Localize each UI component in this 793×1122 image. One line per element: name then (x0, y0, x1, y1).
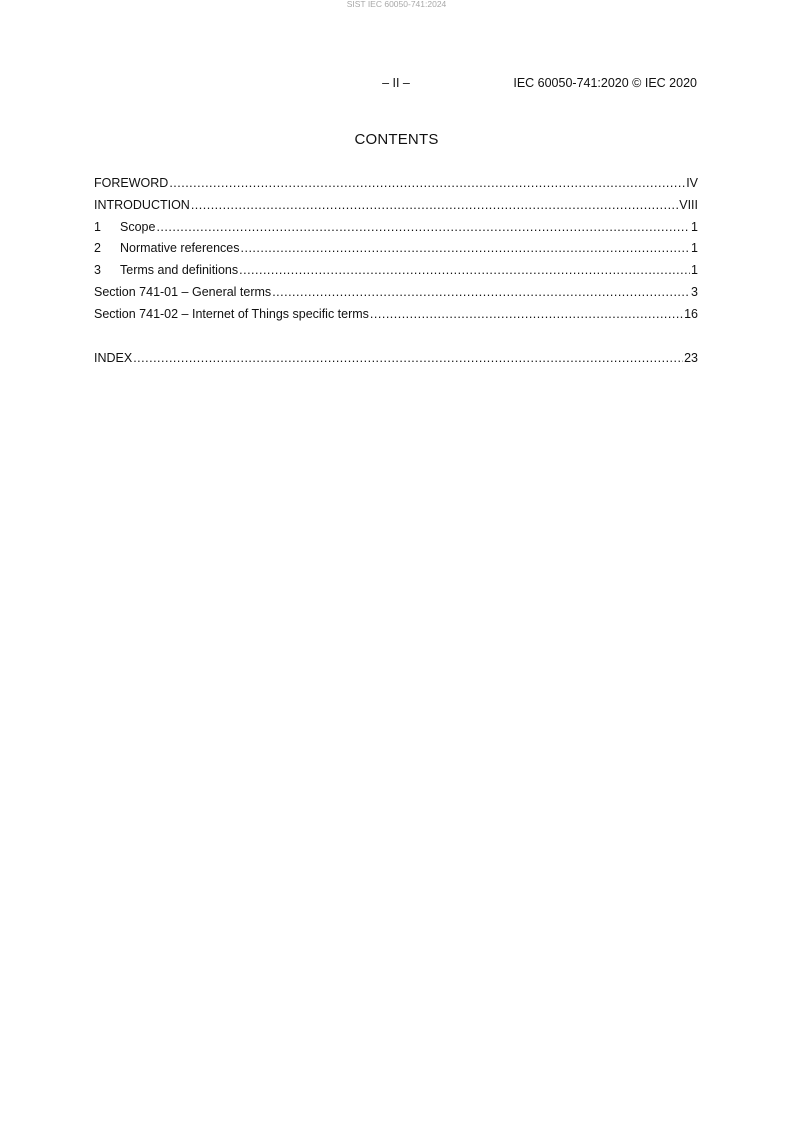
toc-entry-section-741-02[interactable] (94, 307, 698, 329)
dot-leader (370, 307, 683, 321)
document-reference: IEC 60050-741:2020 © IEC 2020 (513, 76, 697, 90)
toc-entry-index[interactable] (94, 351, 698, 373)
toc-entry-label: Section 741-02 – Internet of Things specific terms (94, 306, 369, 321)
toc-entry-terms-definitions[interactable] (94, 263, 698, 285)
dot-leader (191, 198, 678, 212)
toc-entry-page: 1 (691, 263, 698, 278)
page-number: – II – (382, 76, 410, 90)
toc-entry-page: VIII (679, 197, 698, 212)
watermark: SIST IEC 60050-741:2024 (346, 0, 447, 9)
toc-entry-number: 2 (94, 241, 101, 256)
toc-entry-page: 16 (684, 306, 698, 321)
toc-entry-page: 1 (691, 219, 698, 234)
toc-entry-number: 1 (94, 219, 101, 234)
table-of-contents (94, 176, 698, 372)
toc-entry-page: IV (686, 176, 698, 190)
toc-entry-section-741-01[interactable] (94, 285, 698, 307)
toc-entry-label: Scope (120, 219, 156, 234)
toc-entry-scope[interactable] (94, 220, 698, 242)
dot-leader (241, 241, 691, 255)
toc-entry-foreword[interactable] (94, 176, 698, 198)
toc-entry-label: INDEX (94, 350, 133, 365)
toc-entry-label: Terms and definitions (120, 263, 239, 278)
toc-entry-label: FOREWORD (94, 176, 169, 190)
toc-entry-label: Normative references (120, 241, 240, 256)
dot-leader (169, 176, 685, 190)
dot-leader (133, 351, 683, 365)
dot-leader (272, 285, 690, 299)
toc-entry-introduction[interactable] (94, 198, 698, 220)
toc-entry-page: 1 (691, 241, 698, 256)
toc-entry-label: INTRODUCTION (94, 197, 190, 212)
toc-entry-normative-references[interactable] (94, 241, 698, 263)
toc-entry-page: 23 (684, 350, 698, 365)
toc-entry-label: Section 741-01 – General terms (94, 284, 272, 299)
dot-leader (239, 263, 690, 277)
toc-entry-number: 3 (94, 263, 101, 278)
dot-leader (156, 220, 690, 234)
toc-entry-page: 3 (691, 284, 698, 299)
page-title: CONTENTS (354, 131, 439, 148)
